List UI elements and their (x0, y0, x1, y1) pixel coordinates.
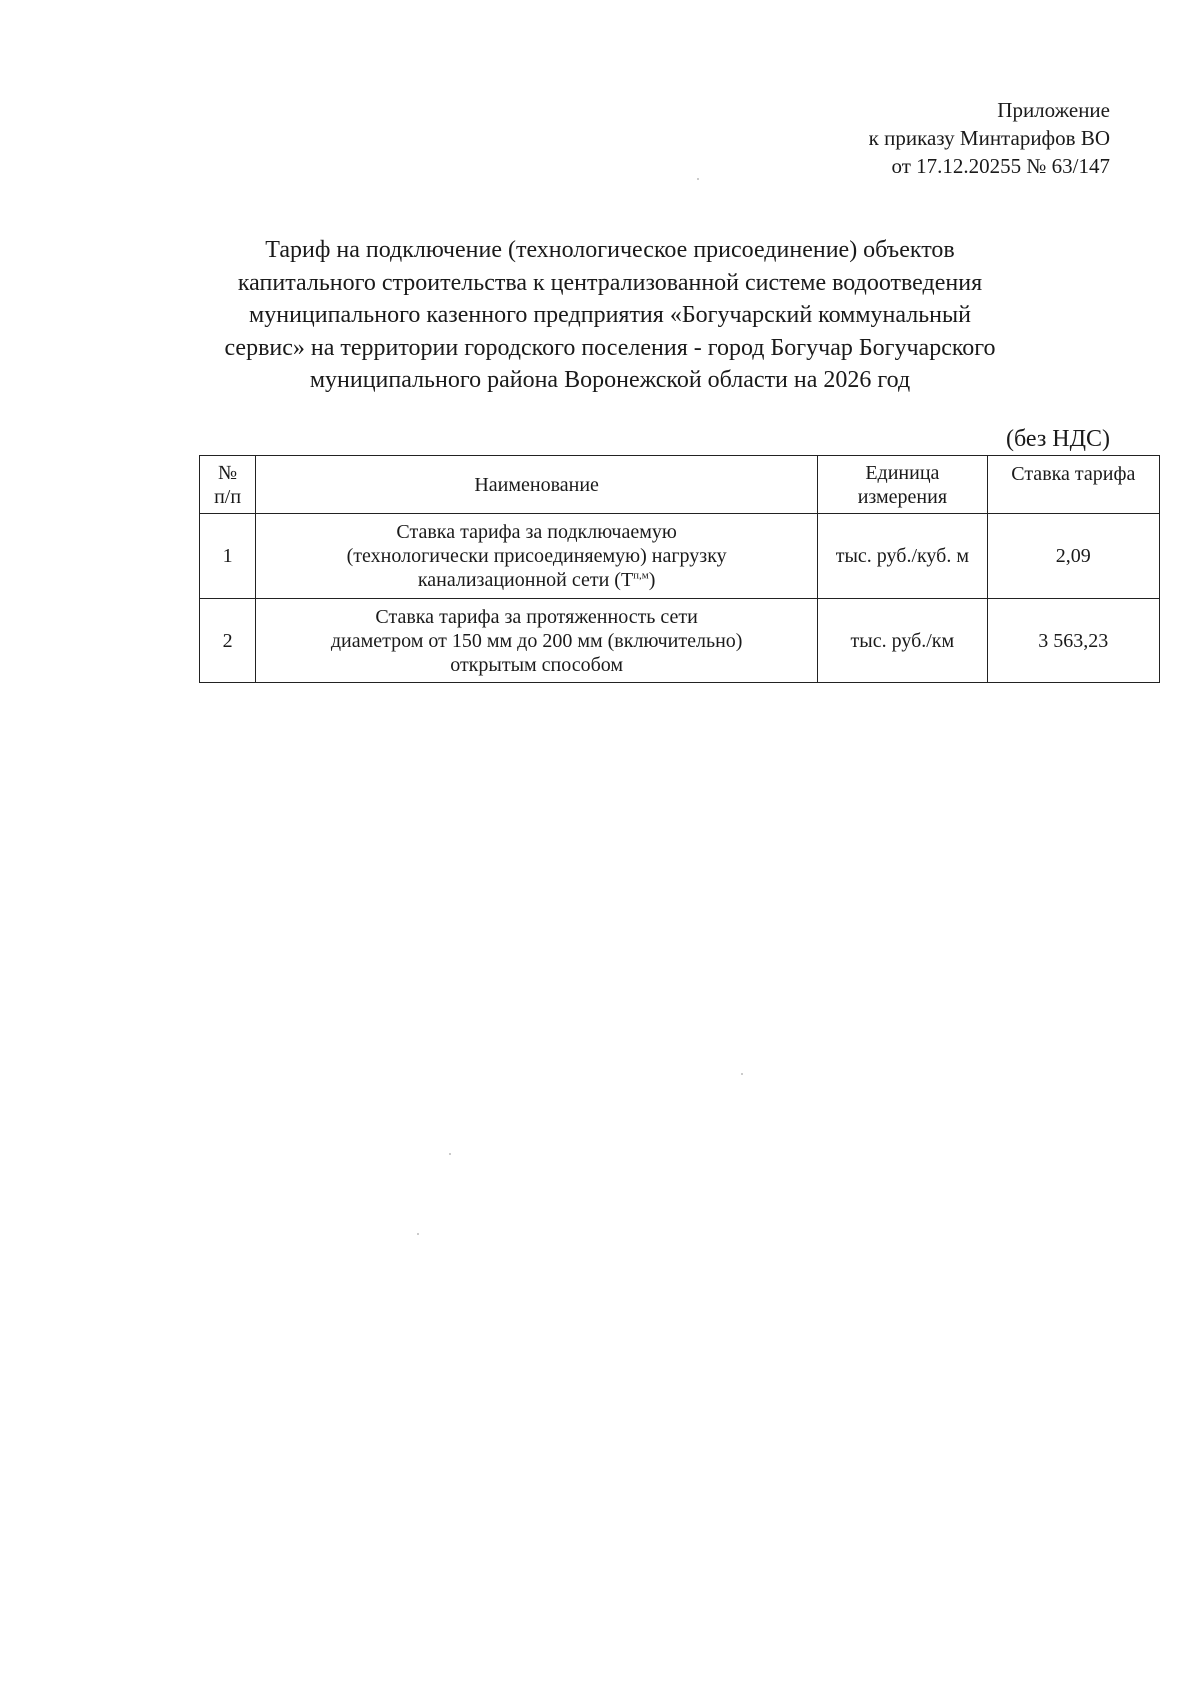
document-title (150, 234, 1070, 397)
header-rate (987, 456, 1159, 514)
row-name-text: канализационной сети (Т (417, 569, 634, 591)
title-line: муниципального района Воронежской области на 2026 год (309, 367, 911, 393)
tariff-table (199, 455, 1160, 683)
table-header-row (200, 456, 1160, 514)
tariff-symbol-superscript: п,м (633, 569, 649, 582)
scan-speck (741, 1073, 743, 1075)
row-unit: тыс. руб./км (818, 599, 987, 683)
appendix-order-date-number: от 17.12.20255 № 63/147 (891, 154, 1110, 178)
row-number: 1 (200, 514, 256, 599)
row-name-line: Ставка тарифа за подключаемую (396, 521, 677, 543)
row-number: 2 (200, 599, 256, 683)
row-name-line: Ставка тарифа за протяженность сети (375, 605, 698, 628)
row-name (256, 514, 818, 599)
row-name-line: (технологически присоединяемую) нагрузку (346, 545, 727, 567)
title-line: Тариф на подключение (технологическое присоединение) объектов (265, 237, 955, 263)
row-unit: тыс. руб./куб. м (818, 514, 987, 599)
title-line: муниципального казенного предприятия «Богучарский коммунальный (249, 302, 971, 328)
appendix-block (610, 96, 1110, 180)
row-name-line: открытым способом (450, 653, 624, 676)
header-unit-line1: Единица (865, 461, 940, 484)
row-name-line (260, 568, 813, 592)
row-rate: 2,09 (987, 514, 1159, 599)
header-name (256, 456, 818, 514)
scan-speck (449, 1153, 451, 1155)
header-number-abbr: п/п (214, 485, 242, 508)
header-number-sign: № (218, 461, 238, 484)
header-rate-label: Ставка тарифа (1011, 463, 1136, 485)
scan-speck (417, 1233, 419, 1235)
title-line: капитального строительства к централизованной системе водоотведения (237, 269, 983, 296)
table-row (200, 599, 1160, 683)
row-name-line: диаметром от 150 мм до 200 мм (включительно) (330, 629, 743, 652)
header-unit (818, 456, 987, 514)
row-name (256, 599, 818, 683)
table-row (200, 514, 1160, 599)
appendix-order-ref: к приказу Минтарифов ВО (868, 126, 1110, 150)
header-number (200, 456, 256, 514)
title-line: сервис» на территории городского поселения - город Богучар Богучарского (224, 334, 996, 361)
header-unit-line2: измерения (857, 485, 948, 508)
appendix-label: Приложение (997, 98, 1110, 122)
row-name-close: ) (648, 569, 656, 591)
scan-speck (697, 178, 699, 180)
header-name-label: Наименование (474, 473, 599, 496)
row-rate: 3 563,23 (987, 599, 1159, 683)
vat-note: (без НДС) (1005, 426, 1110, 452)
